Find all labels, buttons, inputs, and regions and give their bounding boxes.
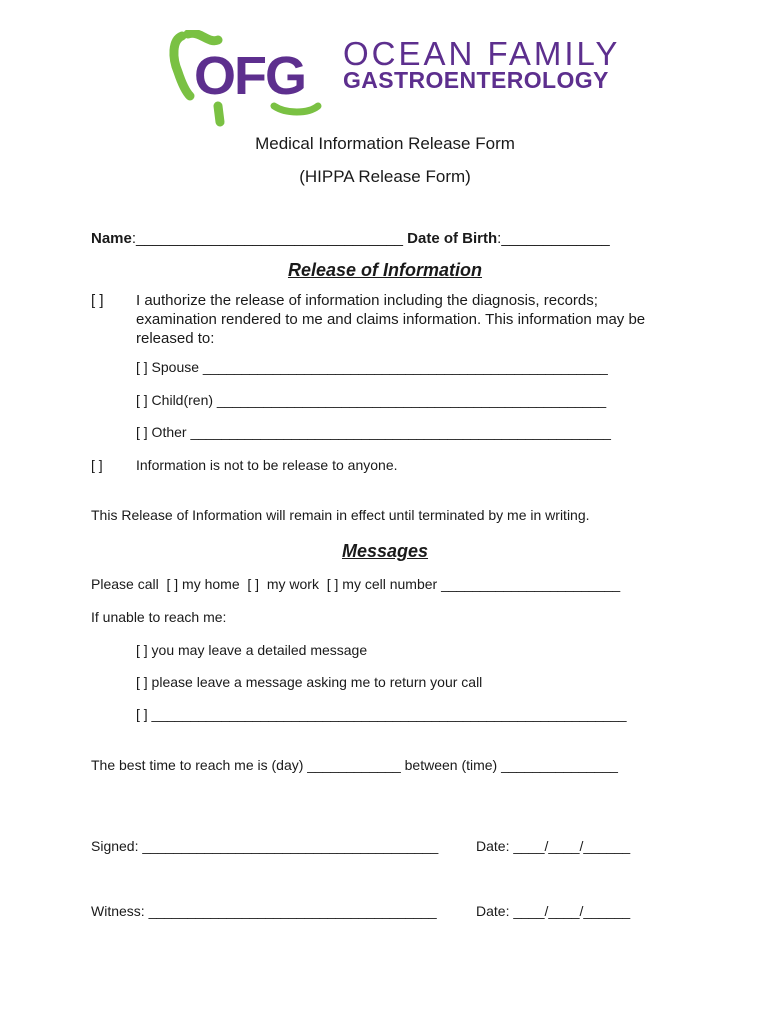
witness-line[interactable]: Witness: _____________________________________ — [91, 903, 437, 919]
messages-heading: Messages — [341, 541, 429, 561]
recipient-children[interactable]: [ ] Child(ren) __________________________________________________ — [136, 392, 607, 408]
release-option-2-checkbox[interactable]: [ ] — [91, 457, 103, 473]
release-option-1-line-3: released to: — [136, 330, 215, 347]
logo-line-2: GASTROENTEROLOGY — [343, 67, 609, 93]
message-option-other[interactable]: [ ] _____________________________________________________________ — [136, 706, 627, 722]
recipient-spouse[interactable]: [ ] Spouse ____________________________________________________ — [136, 359, 608, 375]
release-heading: Release of Information — [287, 260, 483, 280]
release-option-1-line-1: I authorize the release of information including the diagnosis, records; — [136, 292, 598, 309]
form-subtitle: (HIPPA Release Form) — [299, 167, 471, 186]
name-label: Name — [91, 230, 132, 247]
message-option-return-call[interactable]: [ ] please leave a message asking me to return your call — [136, 674, 483, 690]
recipient-other[interactable]: [ ] Other ______________________________________________________ — [136, 424, 611, 440]
logo-mark-text: OFG — [194, 46, 305, 106]
release-option-2-text: Information is not to be release to anyone. — [136, 457, 398, 473]
signed-line[interactable]: Signed: ______________________________________ — [91, 838, 439, 854]
best-time-line[interactable]: The best time to reach me is (day) ____________ between (time) _______________ — [91, 757, 618, 773]
release-effect-note: This Release of Information will remain in effect until terminated by me in writing. — [91, 507, 590, 523]
dob-field[interactable]: :_____________ — [497, 230, 610, 247]
release-option-1-line-2: examination rendered to me and claims information. This information may be — [136, 311, 646, 328]
form-title: Medical Information Release Form — [255, 134, 515, 153]
witness-date-line[interactable]: Date: ____/____/______ — [476, 903, 631, 919]
signed-date-line[interactable]: Date: ____/____/______ — [476, 838, 631, 854]
unable-to-reach-label: If unable to reach me: — [91, 609, 227, 625]
call-preference-line[interactable]: Please call [ ] my home [ ] my work [ ] my cell number _______________________ — [91, 576, 621, 592]
release-option-1-checkbox[interactable]: [ ] — [91, 292, 104, 309]
ofg-logo-mark — [168, 30, 343, 128]
patient-info-line — [91, 230, 610, 247]
company-logo — [168, 30, 621, 128]
name-field[interactable]: :________________________________ — [131, 230, 408, 247]
logo-line-1: OCEAN FAMILY — [343, 35, 621, 72]
message-option-detailed[interactable]: [ ] you may leave a detailed message — [136, 642, 368, 658]
dob-label: Date of Birth — [407, 230, 498, 247]
